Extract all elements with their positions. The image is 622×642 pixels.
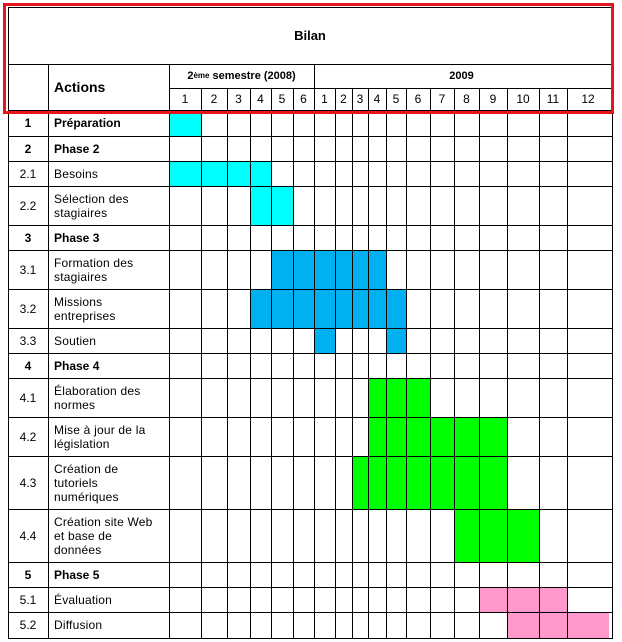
actions-header: Actions <box>54 79 106 95</box>
grid-line <box>227 88 228 639</box>
action-label: Création site Web et base de données <box>54 514 153 557</box>
row-number: 3 <box>24 230 32 245</box>
grid-line <box>8 136 613 137</box>
task-bar <box>368 378 430 417</box>
action-label: Diffusion <box>54 618 103 632</box>
month-label: 1 <box>321 92 328 106</box>
grid-line <box>8 378 613 379</box>
month-label: 7 <box>438 92 446 106</box>
grid-line <box>8 250 613 251</box>
month-label: 3 <box>235 92 242 106</box>
grid-line <box>8 161 613 162</box>
task-bar <box>314 328 335 353</box>
month-label: 3 <box>356 92 364 106</box>
row-number: 1 <box>24 116 32 130</box>
period-label-sup: ème <box>193 71 210 80</box>
month-label: 6 <box>300 92 307 106</box>
row-number: 3.1 <box>19 262 37 277</box>
month-label: 11 <box>546 92 560 106</box>
month-label: 10 <box>516 92 530 106</box>
action-label: Évaluation <box>54 592 113 607</box>
grid-line <box>201 88 202 639</box>
grid-line <box>479 88 480 639</box>
grid-line <box>352 88 353 639</box>
grid-line <box>406 88 407 639</box>
grid-line <box>250 88 251 639</box>
action-label: Préparation <box>54 116 121 130</box>
row-number: 4.2 <box>19 429 37 444</box>
grid-line <box>335 88 336 639</box>
grid-line <box>8 417 613 418</box>
grid-line <box>8 456 613 457</box>
month-label: 2 <box>340 92 347 106</box>
action-label: Création de tutoriels numériques <box>54 461 119 504</box>
action-label: Phase 2 <box>54 141 100 156</box>
action-label: Mise à jour de la législation <box>54 422 146 451</box>
grid-line <box>8 289 613 290</box>
month-label: 12 <box>581 92 595 106</box>
table-title: Bilan <box>294 27 326 43</box>
period-label: 2009 <box>449 70 474 82</box>
grid-line <box>293 88 294 639</box>
action-label: Phase 3 <box>54 230 100 245</box>
row-number: 5 <box>24 567 32 582</box>
period-label-suffix: semestre (2008) <box>209 70 296 82</box>
grid-line <box>368 88 369 639</box>
row-number: 2.2 <box>19 198 37 213</box>
task-bar <box>386 328 406 353</box>
grid-line <box>8 562 613 563</box>
action-label: Élaboration des normes <box>54 383 141 412</box>
action-label: Besoins <box>54 166 99 181</box>
row-number: 2 <box>24 141 32 156</box>
grid-line <box>8 612 613 613</box>
task-bar <box>454 509 539 562</box>
grid-line <box>169 64 170 639</box>
grid-line <box>386 88 387 639</box>
row-number: 5.1 <box>19 592 37 607</box>
grid-line <box>8 225 613 226</box>
row-number: 4.4 <box>19 528 37 543</box>
task-bar <box>169 161 271 186</box>
action-label: Phase 5 <box>54 567 100 582</box>
month-label: 2 <box>210 92 218 106</box>
action-label: Formation des stagiaires <box>54 255 134 284</box>
month-label: 5 <box>278 92 286 106</box>
grid-line <box>8 353 613 354</box>
month-label: 9 <box>489 92 497 106</box>
month-label: 4 <box>257 92 264 106</box>
month-label: 6 <box>414 92 422 106</box>
grid-line <box>8 587 613 588</box>
row-number: 4.3 <box>19 475 37 490</box>
month-label: 4 <box>373 92 381 106</box>
month-label: 8 <box>463 92 470 106</box>
grid-line <box>507 88 508 639</box>
grid-line <box>8 186 613 187</box>
action-label: Missions entreprises <box>54 294 116 323</box>
row-number: 4 <box>24 358 32 373</box>
action-label: Sélection des stagiaires <box>54 191 129 220</box>
grid-line <box>8 638 613 639</box>
grid-line <box>567 88 568 639</box>
grid-line <box>430 88 431 639</box>
highlight-frame <box>3 3 614 114</box>
row-number: 3.2 <box>19 301 37 316</box>
action-label: Soutien <box>54 333 97 348</box>
grid-line <box>539 88 540 639</box>
task-bar <box>250 289 406 328</box>
row-number: 5.2 <box>19 618 37 632</box>
grid-line <box>48 64 49 639</box>
grid-line <box>8 328 613 329</box>
action-label: Phase 4 <box>54 358 100 373</box>
task-bar <box>368 417 507 456</box>
period-label: 2 <box>187 70 194 82</box>
grid-line <box>314 64 315 639</box>
grid-line <box>454 88 455 639</box>
task-bar <box>507 612 609 638</box>
row-number: 3.3 <box>19 333 37 348</box>
row-number: 2.1 <box>19 166 37 181</box>
grid-line <box>8 509 613 510</box>
grid-line <box>271 88 272 639</box>
month-label: 5 <box>392 92 400 106</box>
month-label: 1 <box>181 92 189 106</box>
row-number: 4.1 <box>19 390 37 405</box>
task-bar <box>479 587 567 612</box>
